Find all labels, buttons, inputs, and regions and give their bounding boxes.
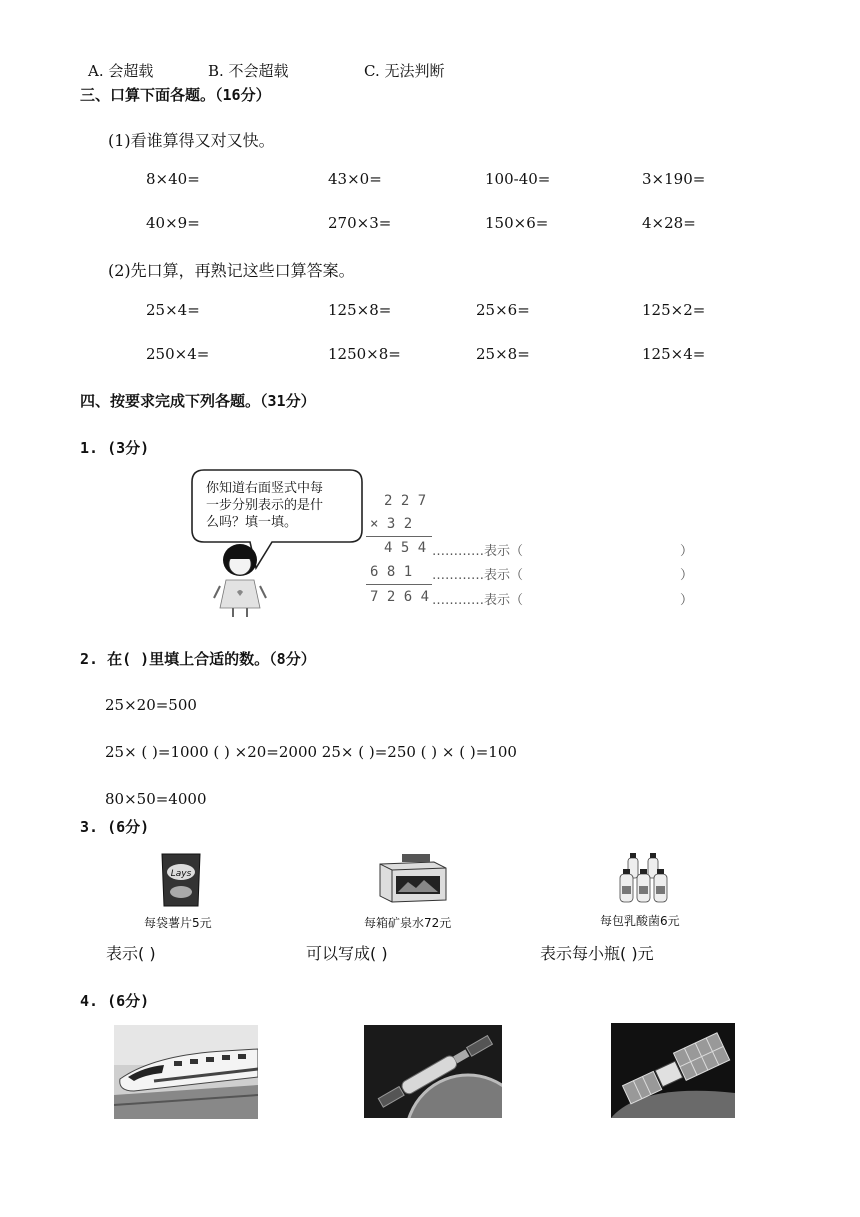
final-product: 7 2 6 4 (370, 589, 430, 605)
q2-line3: 80×50=4000 (105, 790, 207, 808)
high-speed-train-photo (114, 1025, 258, 1119)
calc-item: 3×190= (642, 170, 706, 188)
calc-item: 125×4= (642, 345, 706, 363)
option-b: B. 不会超载 (208, 62, 289, 80)
space-station-photo (364, 1025, 502, 1118)
explain-close: ） (680, 568, 694, 583)
calc-item: 125×2= (642, 301, 706, 319)
calc-divider (366, 584, 432, 585)
calc-item: 40×9= (146, 214, 200, 232)
section4-title: 四、按要求完成下列各题。（31分） (80, 392, 316, 410)
calc-item: 1250×8= (328, 345, 401, 363)
explain-2: …………表示（ (432, 568, 524, 583)
q2-line2: 25× ( )=1000 ( ) ×20=2000 25× ( )=250 ( ) × ( )=100 (105, 743, 517, 761)
calc-divider (366, 536, 432, 537)
option-a: A. 会超载 (88, 62, 154, 80)
calc-item: 43×0= (328, 170, 382, 188)
calc-item: 25×6= (476, 301, 530, 319)
calc-item: 25×4= (146, 301, 200, 319)
calc-item: 250×4= (146, 345, 210, 363)
bubble-line: 你知道右面竖式中每 (206, 481, 324, 496)
q2-line1: 25×20=500 (105, 696, 197, 714)
explain-3: …………表示（ (432, 593, 524, 608)
water-box-icon (378, 852, 448, 904)
calc-item: 100-40= (485, 170, 551, 188)
calc-item: 125×8= (328, 301, 392, 319)
item-caption: 每袋薯片5元 (144, 916, 212, 930)
explain-close: ） (680, 593, 694, 608)
calc-item: 8×40= (146, 170, 200, 188)
chips-brand-logo: Lays (170, 869, 192, 879)
chips-bag-icon (158, 852, 204, 908)
calc-item: 150×6= (485, 214, 549, 232)
item-answer: 可以写成( ) (306, 944, 388, 963)
bubble-text (206, 480, 323, 531)
part1-title: (1)看谁算得又对又快。 (108, 131, 275, 150)
explain-close: ） (680, 544, 694, 559)
item-caption: 每箱矿泉水72元 (364, 916, 452, 930)
bubble-line: 么吗？填一填。 (206, 515, 298, 530)
q2-label: 2. 在( )里填上合适的数。（8分） (80, 650, 316, 668)
satellite-photo (611, 1023, 735, 1118)
calc-item: 4×28= (642, 214, 696, 232)
part2-title: (2)先口算，再熟记这些口算答案。 (108, 261, 355, 280)
explain-1: …………表示（ (432, 544, 524, 559)
q3-label: 3. (6分) (80, 818, 150, 836)
calc-item: 25×8= (476, 345, 530, 363)
item-answer: 表示每小瓶( )元 (540, 944, 654, 963)
partial-product-2: 6 8 1 (370, 564, 413, 580)
calc-item: 270×3= (328, 214, 392, 232)
option-c: C. 无法判断 (364, 62, 445, 80)
bubble-line: 一步分别表示的是什 (206, 498, 324, 513)
partial-product-1: 4 5 4 (384, 540, 427, 556)
q4-label: 4. (6分) (80, 992, 150, 1010)
multiplier: × 3 2 (370, 516, 413, 532)
multiplicand: 2 2 7 (384, 493, 427, 509)
item-caption: 每包乳酸菌6元 (600, 914, 680, 928)
item-answer: 表示( ) (106, 944, 156, 963)
q1-label: 1. (3分) (80, 439, 150, 457)
section3-title: 三、口算下面各题。（16分） (80, 86, 271, 104)
yogurt-bottles-icon (618, 850, 670, 904)
